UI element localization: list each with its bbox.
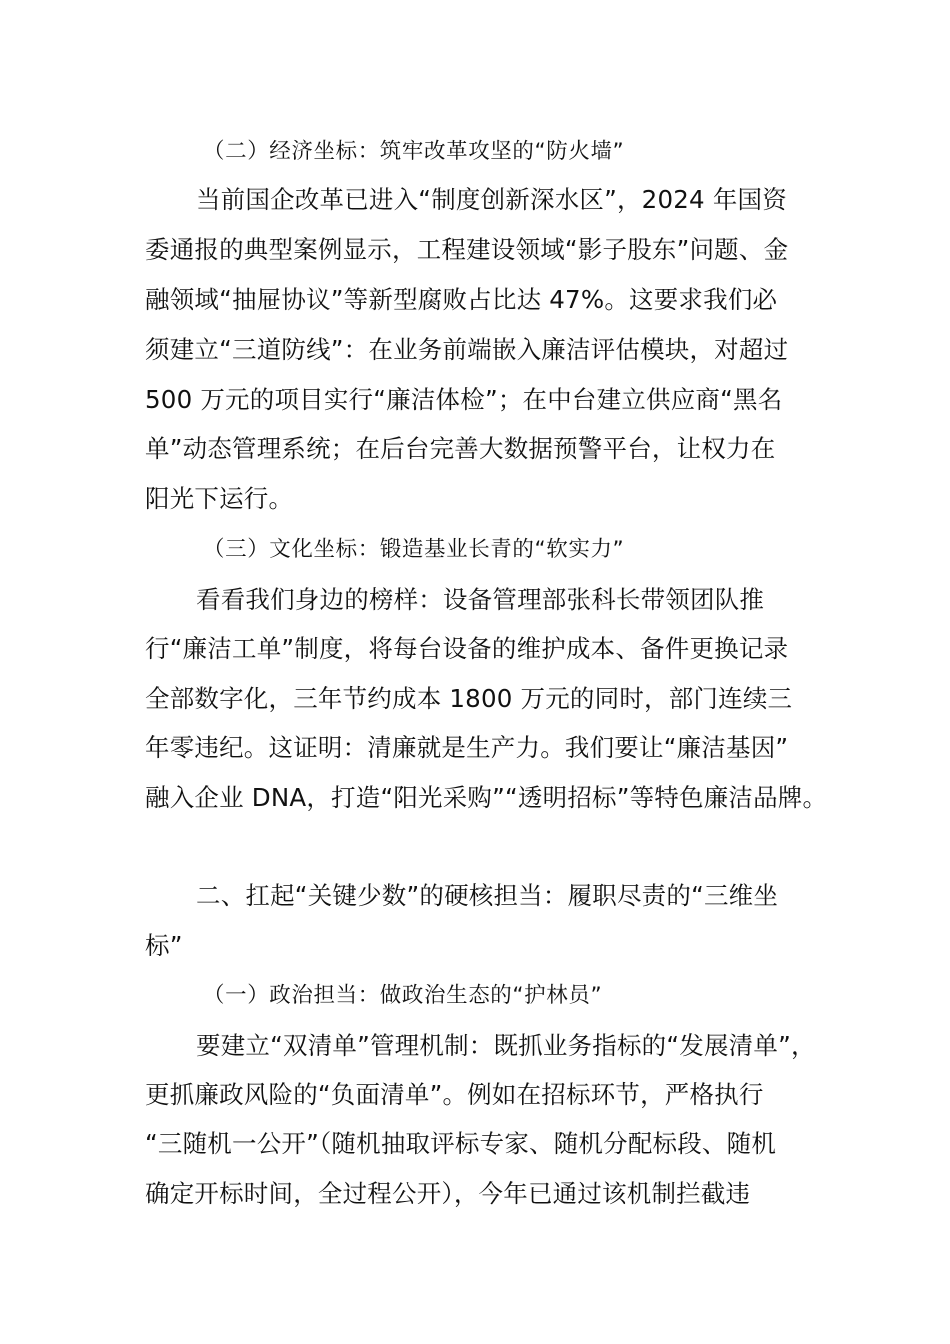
- paragraph-line: “三随机一公开”（随机抽取评标专家、随机分配标段、随机: [145, 1129, 777, 1158]
- paragraph-line: 须建立“三道防线”：在业务前端嵌入廉洁评估模块，对超过: [145, 335, 789, 364]
- paragraph-line: 确定开标时间，全过程公开），今年已通过该机制拦截违: [145, 1179, 751, 1208]
- paragraph-line: 行“廉洁工单”制度，将每台设备的维护成本、备件更换记录: [145, 634, 789, 663]
- paragraph-line: 委通报的典型案例显示，工程建设领域“影子股东”问题、金: [145, 235, 789, 264]
- section-heading-economic: （二）经济坐标：筑牢改革攻坚的“防火墙”: [203, 139, 625, 164]
- paragraph-line: 当前国企改革已进入“制度创新深水区”，2024 年国资: [196, 185, 787, 214]
- paragraph-line: 阳光下运行。: [145, 484, 294, 513]
- paragraph-line: 要建立“双清单”管理机制：既抓业务指标的“发展清单”，: [196, 1031, 816, 1060]
- paragraph-line: 单”动态管理系统；在后台完善大数据预警平台，让权力在: [145, 434, 776, 463]
- part-heading-continued: 标”: [145, 931, 183, 960]
- paragraph-line: 融入企业 DNA，打造“阳光采购”“透明招标”等特色廉洁品牌。: [145, 783, 828, 812]
- paragraph-line: 年零违纪。这证明：清廉就是生产力。我们要让“廉洁基因”: [145, 733, 789, 762]
- section-heading-cultural: （三）文化坐标：锻造基业长青的“软实力”: [203, 537, 625, 562]
- paragraph-line: 全部数字化，三年节约成本 1800 万元的同时，部门连续三: [145, 684, 793, 713]
- paragraph-line: 更抓廉政风险的“负面清单”。例如在招标环节，严格执行: [145, 1080, 764, 1109]
- section-heading-political: （一）政治担当：做政治生态的“护林员”: [203, 983, 603, 1008]
- paragraph-line: 500 万元的项目实行“廉洁体检”；在中台建立供应商“黑名: [145, 385, 783, 414]
- part-heading: 二、扛起“关键少数”的硬核担当：履职尽责的“三维坐: [196, 881, 779, 910]
- paragraph-line: 看看我们身边的榜样：设备管理部张科长带领团队推: [196, 585, 765, 614]
- paragraph-line: 融领域“抽屉协议”等新型腐败占比达 47%。这要求我们必: [145, 285, 778, 314]
